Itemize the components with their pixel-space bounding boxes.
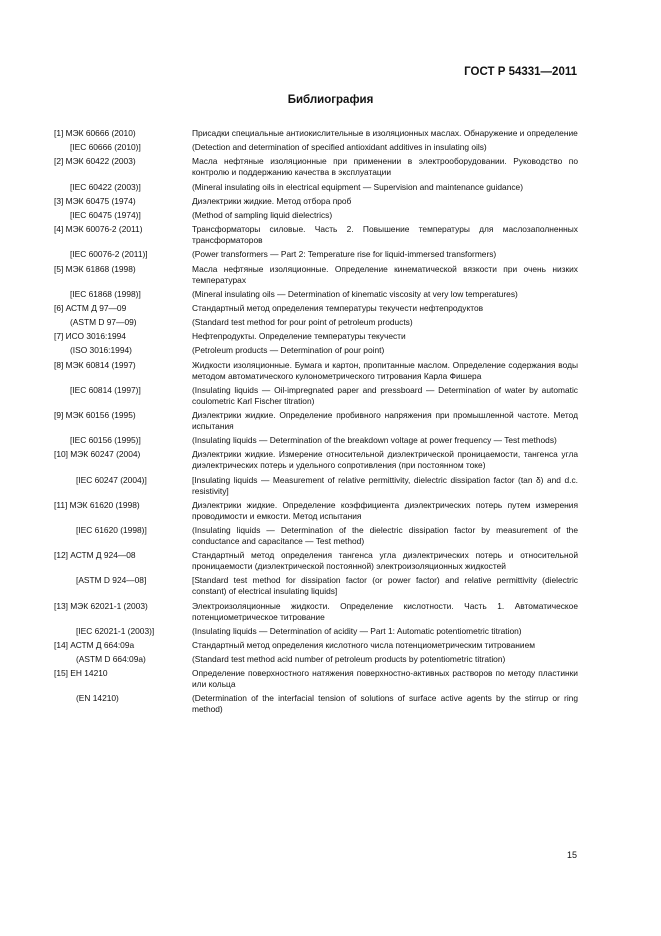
ref-label: [IEC 61868 (1998)]: [70, 288, 141, 299]
ref-label: [IEC 60422 (2003)]: [70, 181, 141, 192]
ref-label: [6] АСТМ Д 97—09: [54, 302, 127, 313]
ref-text: (Mineral insulating oils in electrical equipment — Supervision and maintenance guidance): [192, 181, 523, 192]
ref-text: (Insulating liquids — Determination of acidity — Part 1: Automatic potentiometric titration): [192, 625, 522, 636]
ref-label: [11] МЭК 61620 (1998): [54, 499, 140, 510]
ref-label: [15] ЕН 14210: [54, 668, 108, 679]
ref-text: Электроизоляционные жидкости. Определение кислотности. Часть 1. Автоматическое потенциометрическое титрование: [192, 600, 578, 622]
ref-label: [IEC 60156 (1995)]: [70, 435, 141, 446]
ref-text: Трансформаторы силовые. Часть 2. Повышение температуры для маслозаполненных трансформаторов: [192, 224, 578, 246]
ref-text: Масла нефтяные изоляционные при применении в электрооборудовании. Руководство по контролю и поддержанию качества в эксплуатации: [192, 156, 578, 178]
ref-10-ru: [54, 449, 578, 471]
ref-text: Диэлектрики жидкие. Измерение относительной диэлектрической проницаемости, тангенса угла диэлектрических потерь и удельного сопротивления (при постоянном токе): [192, 449, 578, 471]
ref-9-en: [54, 435, 578, 446]
ref-10-en: [54, 475, 578, 497]
ref-12-en: [54, 575, 578, 597]
ref-text: (Insulating liquids — Oil-impregnated paper and pressboard — Determination of water by automatic coulometric Karl Fischer titration): [192, 384, 578, 406]
ref-2-en: [54, 182, 578, 193]
ref-8-ru: [54, 360, 578, 382]
ref-label: [14] АСТМ Д 664:09а: [54, 639, 135, 650]
ref-text: (Mineral insulating oils — Determination of kinematic viscosity at very low temperatures): [192, 288, 518, 299]
ref-12-ru: [54, 550, 578, 572]
ref-label: [10] МЭК 60247 (2004): [54, 449, 141, 460]
ref-14-en: [54, 654, 578, 665]
ref-text: Стандартный метод определения кислотного числа потенциометрическим титрованием: [192, 639, 536, 650]
ref-8-en: [54, 385, 578, 407]
ref-11-ru: [54, 500, 578, 522]
ref-label: [7] ИСО 3016:1994: [54, 331, 126, 342]
ref-7-ru: [54, 331, 578, 342]
ref-1-ru: [54, 128, 578, 139]
ref-6-en: [54, 317, 578, 328]
ref-2-ru: [54, 156, 578, 178]
standard-designation: ГОСТ Р 54331—2011: [464, 66, 577, 78]
bibliography-list: [54, 128, 578, 719]
ref-text: (Power transformers — Part 2: Temperature rise for liquid-immersed transformers): [192, 249, 497, 260]
ref-label: (ASTM D 97—09): [70, 317, 137, 328]
ref-14-ru: [54, 640, 578, 651]
ref-text: Определение поверхностного натяжения поверхностно-активных растворов по методу пластинки или кольца: [192, 668, 578, 690]
ref-text: (Insulating liquids — Determination of the dielectric dissipation factor by measurement of the conductance and capacitance — Test method): [192, 524, 578, 546]
ref-label: [4] МЭК 60076-2 (2011): [54, 224, 143, 235]
bibliography-title: Библиография: [287, 94, 374, 106]
ref-label: [13] МЭК 62021-1 (2003): [54, 600, 148, 611]
ref-label: [5] МЭК 61868 (1998): [54, 263, 136, 274]
ref-15-ru: [54, 668, 578, 690]
ref-7-en: [54, 345, 578, 356]
ref-label: [IEC 60666 (2010)]: [70, 142, 141, 153]
ref-9-ru: [54, 410, 578, 432]
ref-label: [IEC 60475 (1974)]: [70, 209, 141, 220]
ref-5-ru: [54, 264, 578, 286]
ref-label: [3] МЭК 60475 (1974): [54, 195, 136, 206]
ref-4-ru: [54, 224, 578, 246]
ref-text: Присадки специальные антиокислительные в изоляционных маслах. Обнаружение и определение: [192, 128, 578, 138]
ref-text: Диэлектрики жидкие. Метод отбора проб: [192, 195, 352, 206]
ref-1-en: [54, 142, 578, 153]
ref-text: Нефтепродукты. Определение температуры текучести: [192, 331, 406, 342]
ref-11-en: [54, 525, 578, 547]
ref-text: (Petroleum products — Determination of pour point): [192, 345, 385, 356]
ref-text: Стандартный метод определения тангенса угла диэлектрических потерь и относительной проницаемости (диэлектрической постоянной) электроизоляционных жидкостей: [192, 550, 578, 572]
ref-text: (Insulating liquids — Determination of the breakdown voltage at power frequency — Test methods): [192, 435, 557, 446]
ref-3-ru: [54, 196, 578, 207]
ref-text: (Standard test method acid number of petroleum products by potentiometric titration): [192, 654, 506, 665]
ref-label: [1] МЭК 60666 (2010): [54, 128, 136, 138]
ref-15-en: [54, 693, 578, 715]
ref-4-en: [54, 249, 578, 260]
ref-label: (ISO 3016:1994): [70, 345, 132, 356]
ref-text: [Insulating liquids — Measurement of relative permittivity, dielectric dissipation factor (tan δ) and d.c. resistivity]: [192, 474, 578, 496]
page-number: 15: [566, 850, 577, 860]
ref-3-en: [54, 210, 578, 221]
ref-text: Масла нефтяные изоляционные. Определение кинематической вязкости при очень низких температурах: [192, 263, 578, 285]
ref-label: [8] МЭК 60814 (1997): [54, 359, 136, 370]
ref-label: [ASTM D 924—08]: [76, 575, 147, 586]
ref-text: Стандартный метод определения температуры текучести нефтепродуктов: [192, 302, 484, 313]
ref-text: Диэлектрики жидкие. Определение коэффициента диэлектрических потерь путем измерения проводимости и емкости. Метод испытания: [192, 499, 578, 521]
ref-label: [9] МЭК 60156 (1995): [54, 410, 136, 420]
ref-text: Жидкости изоляционные. Бумага и картон, пропитанные маслом. Определение содержания воды методом автоматического кулонометрического титрования Карла Фишера: [192, 359, 578, 381]
ref-label: [IEC 61620 (1998)]: [76, 524, 147, 535]
ref-label: (EN 14210): [76, 693, 119, 704]
ref-label: [12] АСТМ Д 924—08: [54, 550, 136, 561]
ref-13-ru: [54, 601, 578, 623]
ref-text: (Determination of the interfacial tension of solutions of surface active agents by the stirrup or ring method): [192, 693, 578, 715]
ref-text: (Detection and determination of specified antioxidant additives in insulating oils): [192, 142, 487, 153]
ref-label: [IEC 60076-2 (2011)]: [70, 249, 148, 260]
ref-label: [IEC 60247 (2004)]: [76, 474, 147, 485]
ref-label: [IEC 62021-1 (2003)]: [76, 625, 155, 636]
ref-label: [IEC 60814 (1997)]: [70, 384, 141, 395]
ref-text: (Method of sampling liquid dielectrics): [192, 209, 333, 220]
ref-6-ru: [54, 303, 578, 314]
ref-label: [2] МЭК 60422 (2003): [54, 156, 136, 167]
ref-text: [Standard test method for dissipation factor (or power factor) and relative permittivity (dielectric constant) of electrical insulating liquids]: [192, 575, 578, 597]
ref-text: Диэлектрики жидкие. Определение пробивного напряжения при промышленной частоте. Метод испытания: [192, 410, 578, 431]
ref-label: (ASTM D 664:09a): [76, 654, 146, 665]
ref-text: (Standard test method for pour point of petroleum products): [192, 317, 413, 328]
ref-13-en: [54, 626, 578, 637]
ref-5-en: [54, 289, 578, 300]
